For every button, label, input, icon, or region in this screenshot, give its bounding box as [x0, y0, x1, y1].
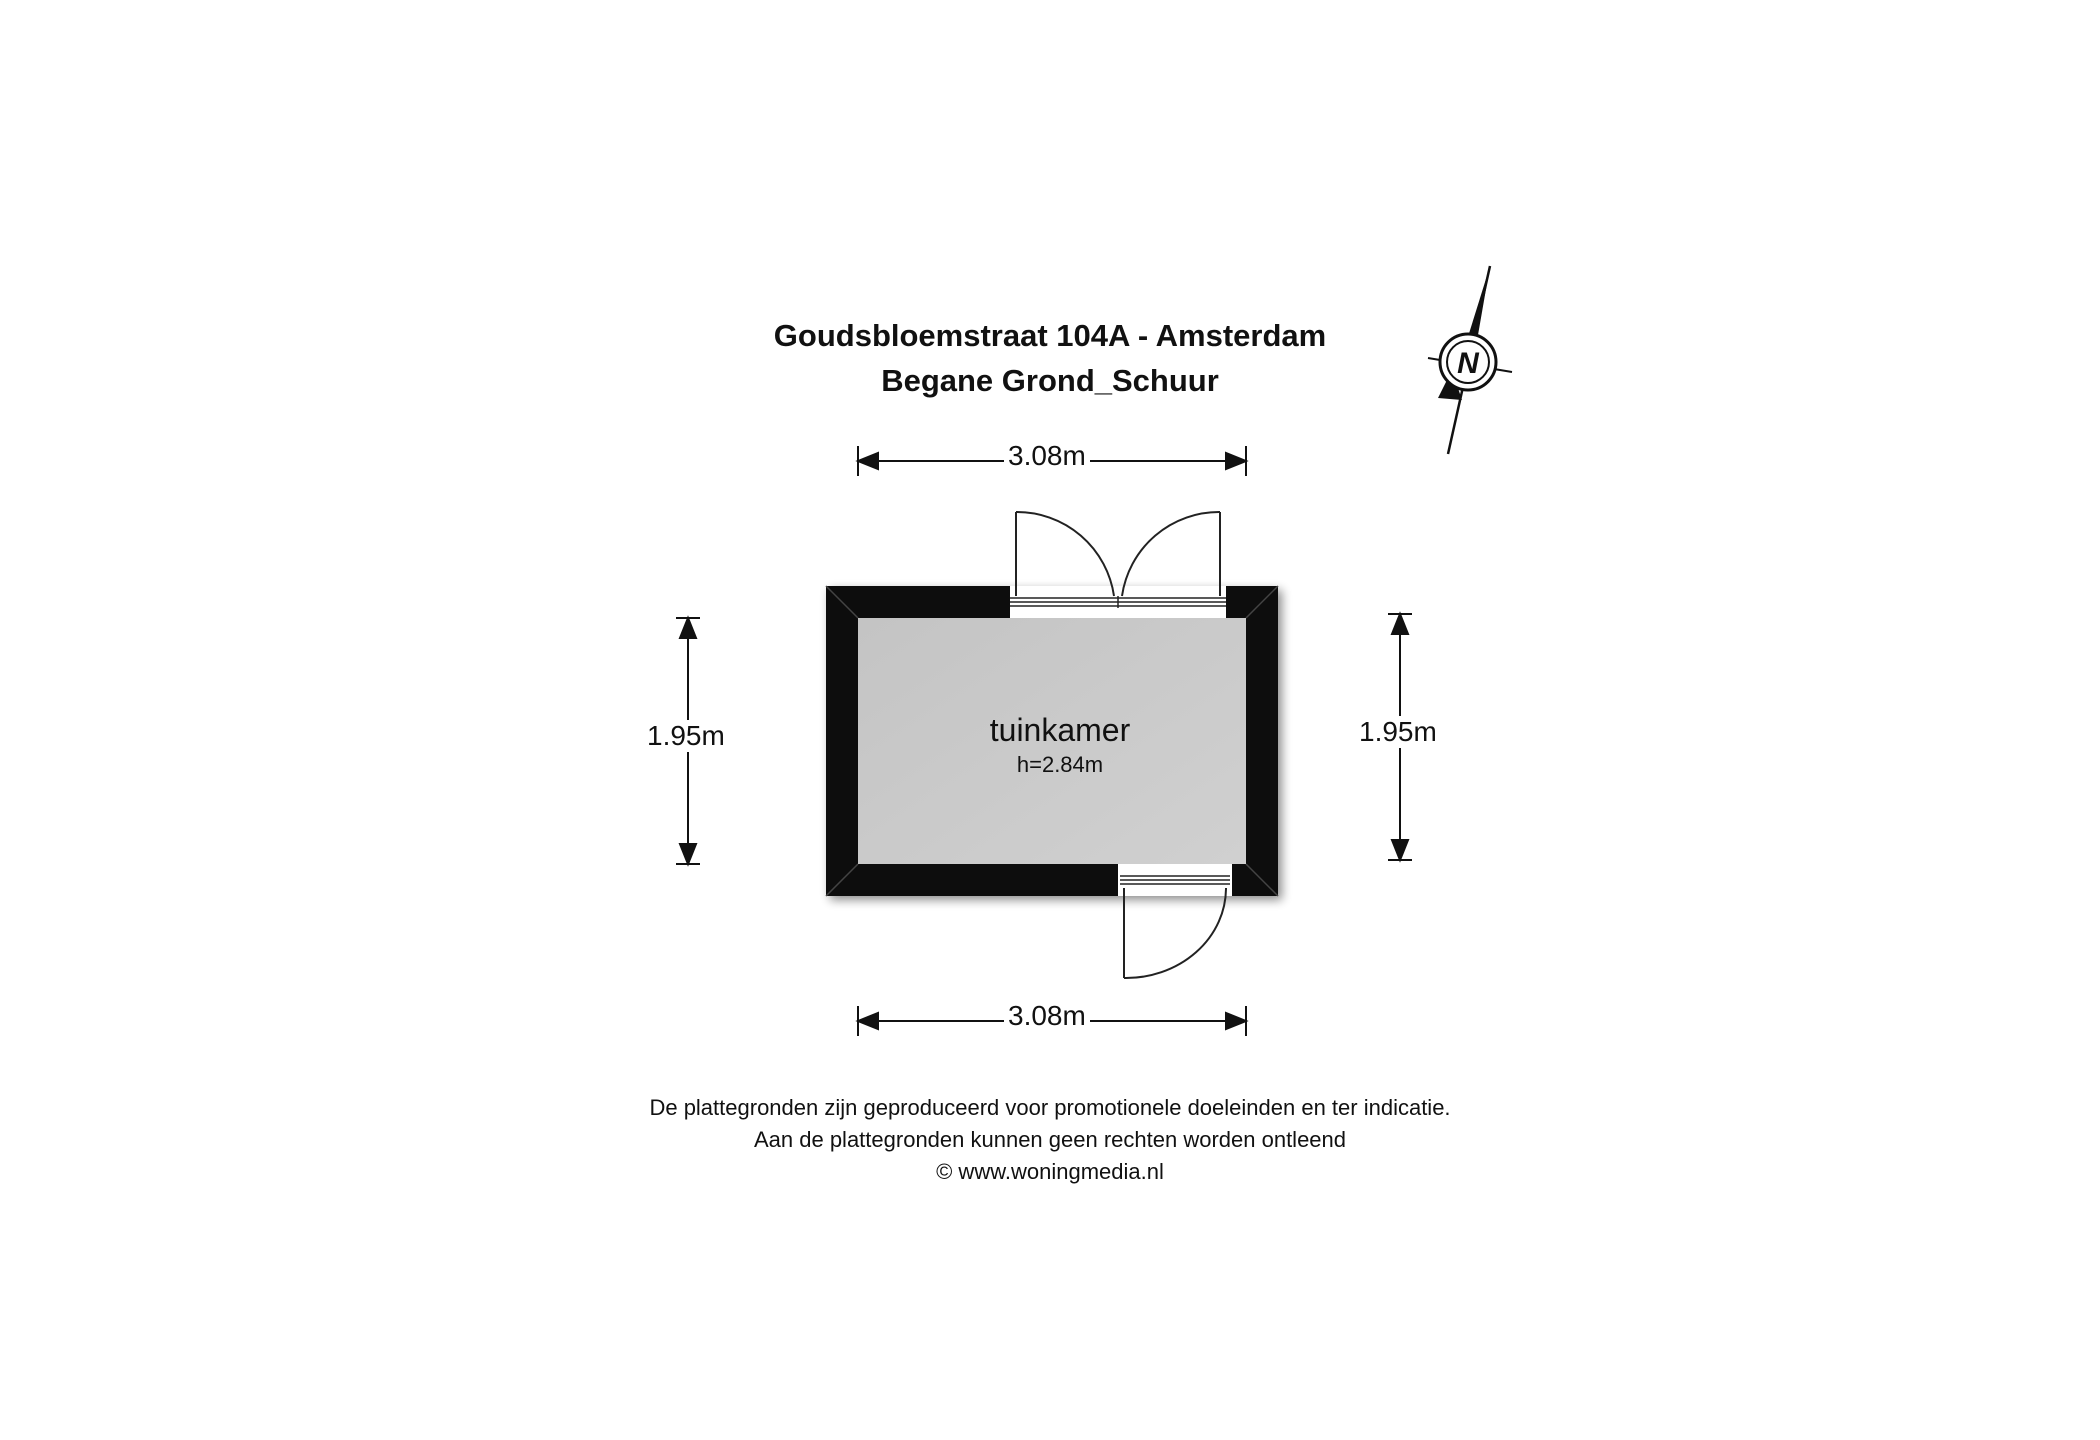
dimension-left-label: 1.95m	[643, 720, 729, 752]
dimension-bottom-label: 3.08m	[1004, 1000, 1090, 1032]
plan-title: Goudsbloemstraat 104A - Amsterdam	[773, 318, 1327, 353]
plan-subtitle: Begane Grond_Schuur	[881, 363, 1219, 398]
top-double-door	[1010, 512, 1226, 618]
disclaimer-line-1: De plattegronden zijn geproduceerd voor promotionele doeleinden en ter indicatie.	[649, 1095, 1451, 1120]
north-arrow-icon	[1428, 266, 1512, 454]
north-letter: N	[1457, 347, 1479, 380]
dimension-right-label: 1.95m	[1355, 716, 1441, 748]
bottom-door	[1118, 864, 1232, 978]
copyright-line: © www.woningmedia.nl	[936, 1159, 1164, 1184]
room-name: tuinkamer	[989, 712, 1131, 748]
disclaimer-line-2: Aan de plattegronden kunnen geen rechten worden ontleend	[753, 1127, 1347, 1152]
room-height: h=2.84m	[1016, 752, 1104, 777]
dimension-top-label: 3.08m	[1004, 440, 1090, 472]
